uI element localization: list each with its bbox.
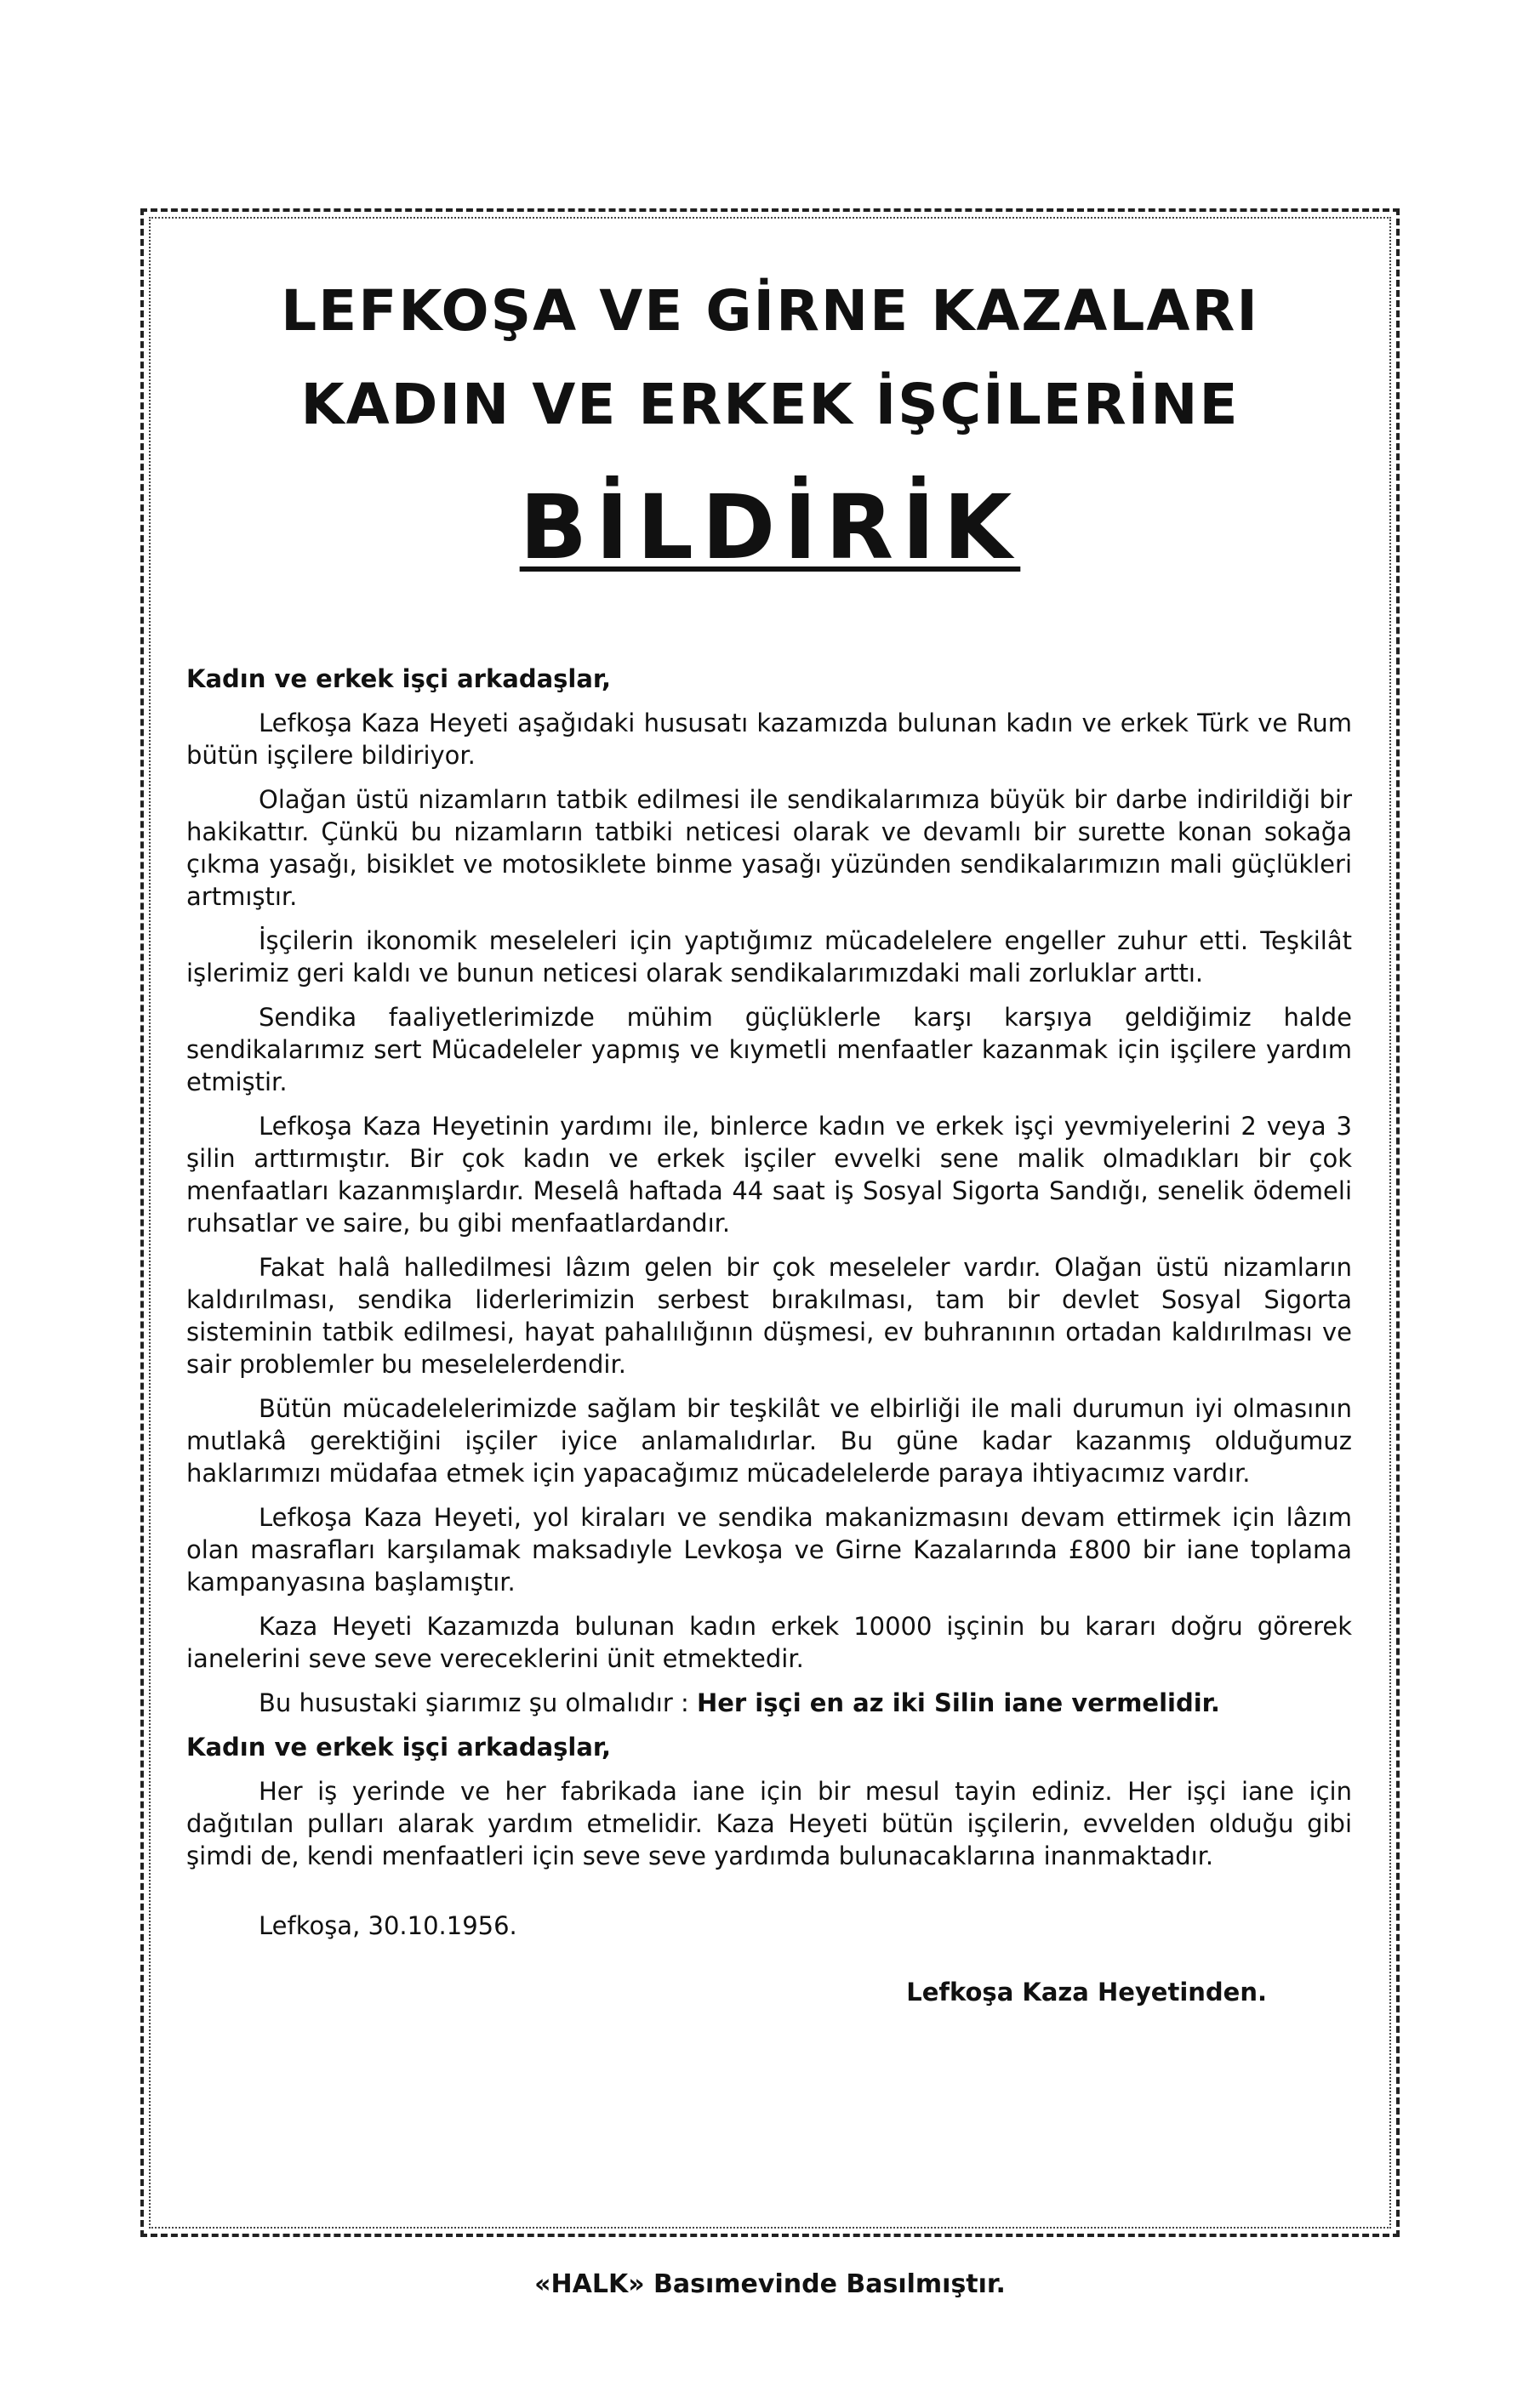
header-line-1: LEFKOŞA VE GİRNE KAZALARI: [281, 278, 1259, 344]
document-date: Lefkoşa, 30.10.1956.: [259, 1911, 517, 1940]
salutation: Kadın ve erkek işçi arkadaşlar,: [186, 1733, 611, 1762]
slogan-text: Her işçi en az iki Silin iane vermelidir.: [696, 1688, 1220, 1717]
paragraph: Lefkoşa Kaza Heyeti, yol kiraları ve sendika makanizmasını devam ettirmek için lâzım olan masrafları karşılamak maksadıyle Levkoşa ve Girne Kazalarında £800 bir iane toplama kampanyasına başlamıştır.: [186, 1503, 1352, 1597]
paragraph: Fakat halâ halledilmesi lâzım gelen bir çok meseleler vardır. Olağan üstü nizamların kaldırılması, sendika liderlerimizin serbest bırakılması, tam bir devlet Sosyal Sigorta sisteminin tatbik edilmesi, hayat pahalılığının düşmesi, ev buhranının ortadan kaldırılması ve sair problemler bu meselelerdendir.: [186, 1253, 1352, 1379]
paragraph: Bütün mücadelelerimizde sağlam bir teşkilât ve elbirliği ile mali durumun iyi olmasının mutlakâ gerektiğini işçiler iyice anlamalıdırlar. Bu güne kadar kazanmış olduğumuz haklarımızı müdafaa etmek için yapacağımız mücadelelerde paraya ihtiyacımız vardır.: [186, 1394, 1352, 1488]
salutation: Kadın ve erkek işçi arkadaşlar,: [186, 664, 611, 693]
document-title: BİLDİRİK: [519, 475, 1021, 579]
paragraph: Kaza Heyeti Kazamızda bulunan kadın erkek 10000 işçinin bu kararı doğru görerek ianelerini seve seve vereceklerini ünit etmektedir.: [186, 1612, 1352, 1673]
document-body: [186, 663, 1352, 2020]
paragraph: Lefkoşa Kaza Heyetinin yardımı ile, binlerce kadın ve erkek işçi yevmiyelerini 2 veya 3 şilin arttırmıştır. Bir çok kadın ve erkek işçiler evvelki sene malik olmadıkları bir çok menfaatları kazanmışlardır. Meselâ haftada 44 saat iş Sosyal Sigorta Sandığı, senelik ödemeli ruhsatlar ve saire, bu gibi menfaatlardandır.: [186, 1112, 1352, 1238]
signature: Lefkoşa Kaza Heyetinden.: [906, 1978, 1267, 2007]
printer-imprint: «HALK» Basımevinde Basılmıştır.: [534, 2269, 1006, 2299]
paragraph: İşçilerin ikonomik meseleleri için yaptığımız mücadelelere engeller zuhur etti. Teşkilât işlerimiz geri kaldı ve bunun neticesi olarak sendikalarımızdaki mali zorluklar arttı.: [186, 926, 1352, 988]
slogan-paragraph: [186, 1687, 1352, 1719]
paragraph: Sendika faaliyetlerimizde mühim güçlüklerle karşı karşıya geldiğimiz halde sendikalarımız sert Mücadeleler yapmış ve kıymetli menfaatler kazanmak için işçilere yardım etmiştir.: [186, 1003, 1352, 1096]
slogan-lead: Bu husustaki şiarımız şu olmalıdır :: [259, 1688, 689, 1717]
paragraph: Olağan üstü nizamların tatbik edilmesi ile sendikalarımıza büyük bir darbe indirildiği bir hakikattır. Çünkü bu nizamların tatbiki neticesi olarak ve devamlı bir surette konan sokağa çıkma yasağı, bisiklet ve motosiklete binme yasağı yüzünden sendikalarımızın mali güçlükleri artmıştır.: [186, 785, 1352, 911]
paragraph: Lefkoşa Kaza Heyeti aşağıdaki hususatı kazamızda bulunan kadın ve erkek Türk ve Rum bütün işçilere bildiriyor.: [186, 709, 1352, 770]
poster-frame: [140, 208, 1400, 2237]
paragraph: Her iş yerinde ve her fabrikada iane için bir mesul tayin ediniz. Her işçi iane için dağıtılan pulları alarak yardım etmelidir. Kaza Heyeti bütün işçilerin, evvelden olduğu gibi şimdi de, kendi menfaatleri için seve seve yardımda bulunacaklarına inanmaktadır.: [186, 1777, 1352, 1870]
header-line-2: KADIN VE ERKEK İŞÇİLERİNE: [300, 372, 1240, 437]
